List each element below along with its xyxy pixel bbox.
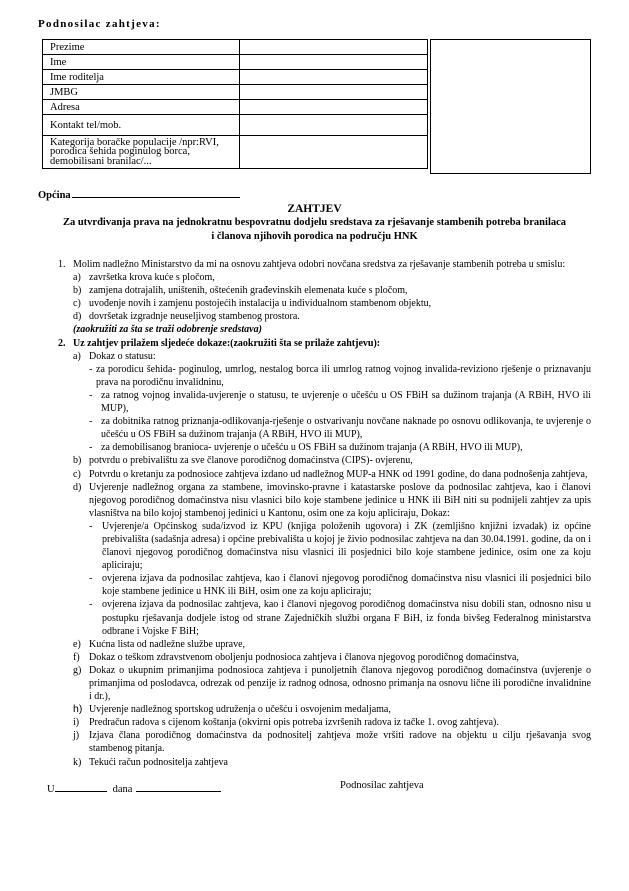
item-text: Uvjerenje nadležnog sportskog udruženja o učešću i osvojenim medaljama, xyxy=(89,704,391,716)
table-row-prezime xyxy=(43,40,428,55)
table-row-kategorija xyxy=(43,136,428,169)
dash-item xyxy=(89,598,591,637)
dash-marker: - xyxy=(89,520,93,532)
row-value-cell[interactable] xyxy=(240,70,428,85)
item-text: potvrdu o prebivalištu za sve članove porodičnog domaćinstva (CIPS)- ovjerenu, xyxy=(89,455,413,467)
dash-marker: - xyxy=(89,573,93,585)
item-2d xyxy=(73,481,591,638)
row-label: Kontakt tel/mob. xyxy=(43,115,240,136)
place-label: U xyxy=(47,783,55,795)
dash-item-text: ovjerena izjava da podnosilac zahtjeva, kao i članovi njegovog porodičnog domaćinstva nisu dobili stan, odnosno nisu u postupku rješavanja dodjele istog od strane Zajedničkih službi organa F BiH, iz fonda bivšeg Federalnog ministarstva odbrane i Vojske F BiH; xyxy=(102,599,591,637)
item-marker: e) xyxy=(73,638,81,650)
item-2k xyxy=(73,756,591,769)
item-text: Tekući račun podnositelja zahtjeva xyxy=(89,756,228,768)
side-empty-box xyxy=(430,39,591,174)
item-marker: f) xyxy=(73,651,80,663)
item-marker: j) xyxy=(73,730,80,742)
opcina-blank-line[interactable] xyxy=(72,186,240,198)
applicant-table xyxy=(42,39,428,169)
table-row-kontakt xyxy=(43,115,428,136)
date-label: dana xyxy=(112,783,133,795)
item-text: zamjena dotrajalih, uništenih, oštećenih građevinskih elemenata kuće s pločom, xyxy=(89,285,408,297)
item-marker: b) xyxy=(73,455,82,467)
dash-item xyxy=(89,389,591,415)
item-marker: c) xyxy=(73,298,81,310)
dash-item-text: ovjerena izjava da podnosilac zahtjeva, kao i članovi njegovog porodičnog domaćinstva nisu vlasnici ili posjednici bilo koje stambene jedinice u HNK ili BiH, osim one za koju apliciraju; xyxy=(102,573,591,598)
row-label: JMBG xyxy=(43,85,240,100)
item-text: Kućna lista od nadležne službe uprave, xyxy=(89,638,246,650)
section-2-intro: Uz zahtjev prilažem sljedeće dokaze:(zaokružiti šta se prilaže zahtjevu): xyxy=(73,337,381,349)
section-1-note: (zaokružiti za šta se traži odobrenje sredstava) xyxy=(73,324,262,336)
opcina-line xyxy=(38,186,591,202)
item-marker: k) xyxy=(73,756,82,768)
item-marker: a) xyxy=(73,272,81,284)
doc-title: ZAHTJEV xyxy=(287,203,342,215)
table-row-jmbg xyxy=(43,85,428,100)
item-1d xyxy=(73,310,591,323)
item-1b xyxy=(73,284,591,297)
item-1a xyxy=(73,271,591,284)
item-marker: c) xyxy=(73,468,81,480)
item-2b xyxy=(73,454,591,467)
dash-marker: - xyxy=(89,389,93,401)
item-2j xyxy=(73,729,591,755)
item-marker: g) xyxy=(73,664,82,676)
item-marker: i) xyxy=(73,717,80,729)
dash-item xyxy=(89,572,591,598)
dash-item xyxy=(89,441,591,454)
footer xyxy=(38,780,591,802)
item-text: Potvrdu o kretanju za podnosioce zahtjeva izdano ud nadležnog MUP-a HNK od 1991 godine, do dana podnošenja zahtjeva, xyxy=(89,468,588,480)
doc-subtitle-line2: i članova njihovih porodica na području HNK xyxy=(211,230,418,242)
section-1 xyxy=(38,258,591,337)
row-label: Ime xyxy=(43,55,240,70)
row-label: Ime roditelja xyxy=(43,70,240,85)
row-value-cell[interactable] xyxy=(240,85,428,100)
item-text: Dokaz o ukupnim primanjima podnosioca zahtjeva i punoljetnih članova njegovog porodičnog domaćinstva (uvjerenje o primanjima od poslodavca, odrezak od penzije iz radnog odnosa, odnosno primanja na osnovu lične ili porodične invalidnine i dr.), xyxy=(89,664,591,703)
signature-label: Podnosilac zahtjeva xyxy=(340,779,424,791)
main-list xyxy=(38,258,591,769)
dash-marker: - xyxy=(89,416,93,428)
item-text: dovršetak izgradnje neuseljivog stambenog prostora. xyxy=(89,311,300,323)
dash-marker: - xyxy=(89,363,93,375)
opcina-label: Općina xyxy=(38,190,71,201)
item-text: Dokaz o statusu: xyxy=(89,350,156,362)
row-label: Kategorija boračke populacije /npr:RVI, porodica šehida poginulog borca, demobilisani branilac/... xyxy=(43,136,240,169)
dash-item-text: za ratnog vojnog invalida-uvjerenje o statusu, te uvjerenje o učešću u OS FBiH sa dužinom trajanja (A RBiH, HVO ili MUP), xyxy=(101,389,591,415)
section-2 xyxy=(38,337,591,769)
applicant-heading: Podnosilac zahtjeva: xyxy=(38,18,161,30)
item-marker: d) xyxy=(73,481,82,493)
dash-item-text: za dobitnika ratnog priznanja-odlikovanja-rješenje o ostvarivanju novčane naknade po osnovu odlikovanja, te uvjerenje o učešću u OS FBiH sa dužinom trajanja (A RBiH, HVO ili MUP), xyxy=(101,416,591,441)
dash-item-text: Uvjerenje/a Općinskog suda/izvod iz KPU (knjiga položenih ugovora) i ZK (zemljišno knjižni izvadak) iz općine prebivališta (sadašnja adresa) i općine prebivališta u kojoj je živio podnosilac zahtjeva na dan 30.04.1991. godine, da on i članovi njegovog porodičnog domaćinstva nisu vlasnici ili posjednici bilo koje stambene jedinice, osim one za koju apliciraju; xyxy=(102,520,591,572)
item-1c xyxy=(73,297,591,310)
table-row-ime xyxy=(43,55,428,70)
dash-item xyxy=(89,520,591,572)
row-value-cell[interactable] xyxy=(240,40,428,55)
item-marker: h) xyxy=(73,703,83,716)
row-value-cell[interactable] xyxy=(240,100,428,115)
place-blank-line[interactable] xyxy=(55,780,107,792)
item-text: Izjava člana porodičnog domaćinstva da podnositelj zahtjeva može vršiti radove na objektu u cilju rješavanja svog stambenog pitanja. xyxy=(89,730,591,755)
item-2g xyxy=(73,664,591,703)
dash-item xyxy=(89,415,591,441)
item-text: završetka krova kuće s pločom, xyxy=(89,272,215,284)
section-2-number: 2. xyxy=(58,337,66,349)
date-blank-line[interactable] xyxy=(136,780,221,792)
row-label: Adresa xyxy=(43,100,240,115)
item-2e xyxy=(73,638,591,651)
table-row-ime-roditelja xyxy=(43,70,428,85)
row-value-cell[interactable] xyxy=(240,55,428,70)
dash-item xyxy=(89,363,591,389)
item-text: uvođenje novih i zamjenu postojećih instalacija u individualnom stambenom objektu, xyxy=(89,298,432,310)
dash-item-text: za demobilisanog branioca- uvjerenje o učešću u OS FBiH sa dužinom trajanja (A RBiH, HVO ili MUP), xyxy=(101,442,523,454)
row-label: Prezime xyxy=(43,40,240,55)
item-text: Dokaz o teškom zdravstvenom oboljenju podnosioca zahtjeva i članova njegovog porodičnog domaćinstva, xyxy=(89,651,519,663)
row-value-cell[interactable] xyxy=(240,115,428,136)
doc-subtitle-line1: Za utvrđivanja prava na jednokratnu bespovratnu dodjelu sredstava za rješavanje stambenih potreba branilaca xyxy=(62,217,567,228)
section-1-number: 1. xyxy=(58,259,66,270)
row-value-cell[interactable] xyxy=(240,136,428,169)
item-2i xyxy=(73,716,591,729)
dash-item-text: za porodicu šehida- poginulog, umrlog, nestalog borca ili umrlog ratnog vojnog invalida-reviziono rješenje o priznavanju prava na porodičnu invalidninu, xyxy=(96,363,591,388)
item-2f xyxy=(73,651,591,664)
section-1-intro: Molim nadležno Ministarstvo da mi na osnovu zahtjeva odobri novčana sredstva za rješavanje stambenih potreba u smislu: xyxy=(73,259,566,270)
item-2a xyxy=(73,350,591,455)
table-row-adresa xyxy=(43,100,428,115)
item-2c xyxy=(73,468,591,481)
applicant-table-area xyxy=(42,39,591,174)
item-marker: a) xyxy=(73,350,81,362)
item-2h xyxy=(73,703,591,716)
item-text: Uvjerenje nadležnog organa za stambene, imovinsko-pravne i katastarske poslove da podnosilac zahtjeva, kao i članovi njegovog porodičnog domaćinstva nisu vlasnici bilo koje stambene jedinice u HNK ili BiH niti su podnijeli zahtjev za upis vlasništva na bilo kojoj stambenoj jedinici u Kantonu, osim one za koju apliciraju, Dokaz: xyxy=(89,481,591,519)
item-marker: d) xyxy=(73,311,82,323)
item-marker: b) xyxy=(73,285,82,297)
dash-marker: - xyxy=(89,599,93,611)
item-text: Predračun radova s cijenom koštanja (okvirni opis potreba izvršenih radova iz tačke 1. ovog zahtjeva). xyxy=(89,717,499,729)
dash-marker: - xyxy=(89,442,93,454)
